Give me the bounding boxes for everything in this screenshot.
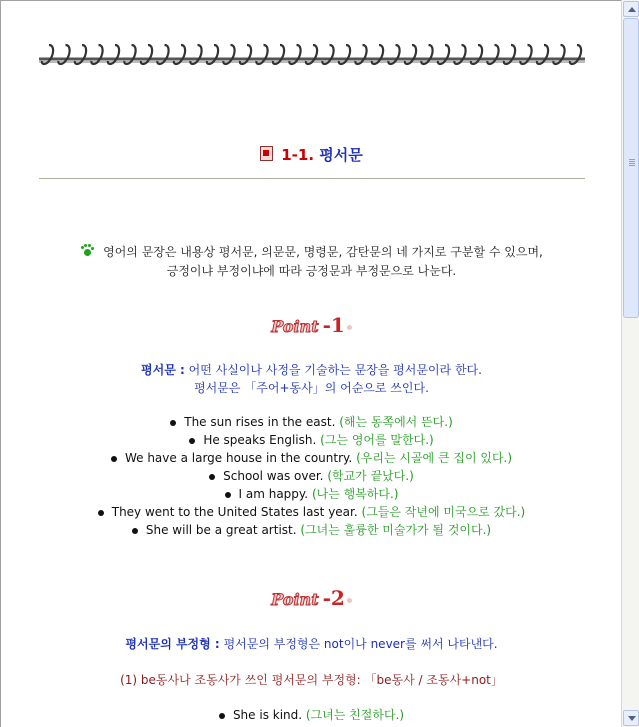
- arrow-up-icon: [628, 7, 636, 12]
- example-english: He speaks English.: [203, 433, 317, 447]
- example-english: I am happy.: [238, 487, 309, 501]
- bullet-icon: [225, 492, 231, 498]
- point-2-number: -2: [322, 586, 345, 610]
- scroll-up-button[interactable]: [623, 1, 639, 17]
- point-2-sub-text: (1) be동사나 조동사가 쓰인 평서문의 부정형:: [120, 673, 361, 687]
- section-title: 평서문: [319, 146, 363, 164]
- arrow-down-icon: [628, 716, 636, 721]
- scroll-down-button[interactable]: [623, 710, 639, 726]
- example-english: School was over.: [223, 469, 324, 483]
- example-korean: (우리는 시골에 큰 집이 있다.): [356, 451, 513, 465]
- section-number: 1-1.: [281, 146, 315, 164]
- point-2-definition: [1, 635, 622, 652]
- example-item: [1, 706, 622, 723]
- example-item: [1, 413, 622, 430]
- example-korean: (그녀는 친절하다.): [305, 708, 405, 722]
- point-1-definition: [1, 361, 622, 378]
- example-english: She will be a great artist.: [145, 523, 297, 537]
- bullet-icon: [111, 456, 117, 462]
- point-1-def-line2: 평서문은 「주어+동사」의 어순으로 쓰인다.: [194, 381, 429, 395]
- vertical-scrollbar[interactable]: [621, 0, 639, 727]
- point-2-term: 평서문의 부정형 :: [125, 637, 220, 651]
- intro-line-1: [1, 243, 622, 260]
- example-item: [1, 521, 622, 538]
- point-1-def-text: 어떤 사실이나 사정을 기술하는 문장을 평서문이라 한다.: [188, 363, 482, 377]
- point-2-sub-formula: 「be동사 / 조동사+not」: [364, 673, 503, 687]
- divider: [39, 178, 585, 179]
- intro-text-1: 영어의 문장은 내용상 평서문, 의문문, 명령문, 감탄문의 네 가지로 구분할 수 있으며,: [103, 245, 543, 259]
- example-korean: (해는 동쪽에서 뜬다.): [339, 415, 453, 429]
- example-item: [1, 467, 622, 484]
- example-korean: (그녀는 훌륭한 미술가가 될 것이다.): [300, 523, 492, 537]
- example-english: They went to the United States last year.: [111, 505, 358, 519]
- scrollbar-thumb[interactable]: [623, 18, 639, 318]
- example-english: She is kind.: [232, 708, 303, 722]
- example-english: We have a large house in the country.: [124, 451, 353, 465]
- point-2-subheading: [1, 671, 622, 688]
- point-1-term: 평서문 :: [141, 363, 185, 377]
- example-item: [1, 485, 622, 502]
- paw-icon: [80, 244, 93, 257]
- example-korean: (그는 영어를 말한다.): [320, 433, 434, 447]
- example-item: [1, 503, 622, 520]
- bullet-icon: [219, 713, 225, 719]
- bullet-icon: [209, 474, 215, 480]
- spiral-binding-decoration: [39, 43, 585, 69]
- example-korean: (나는 행복하다.): [311, 487, 399, 501]
- example-english: The sun rises in the east.: [184, 415, 336, 429]
- example-korean: (그들은 작년에 미국으로 갔다.): [361, 505, 526, 519]
- example-item: [1, 431, 622, 448]
- example-item: [1, 449, 622, 466]
- page-title: [1, 144, 622, 165]
- bullet-icon: [170, 420, 176, 426]
- example-korean: (학교가 끝났다.): [327, 469, 414, 483]
- point-2-def-text: 평서문의 부정형은 not이나 never를 써서 나타낸다.: [223, 637, 498, 651]
- document-icon: [260, 146, 273, 161]
- point-2-badge: [1, 586, 622, 610]
- bullet-icon: [189, 438, 195, 444]
- point-1-number: -1: [322, 313, 345, 337]
- point-2-label: Point: [271, 590, 319, 609]
- bullet-icon: [98, 510, 104, 516]
- bullet-icon: [132, 528, 138, 534]
- intro-text-2: 긍정이냐 부정이냐에 따라 긍정문과 부정문으로 나눈다.: [166, 264, 457, 278]
- point-1-badge: [1, 313, 622, 337]
- point-1-label: Point: [271, 317, 319, 336]
